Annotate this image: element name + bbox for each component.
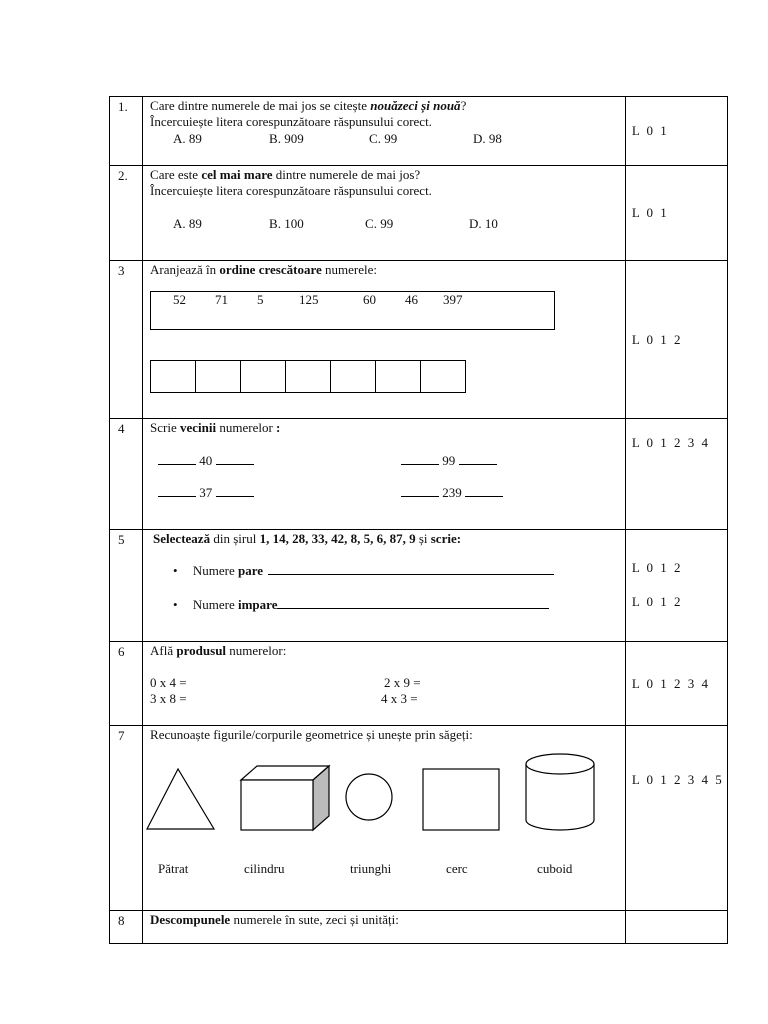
product-item: 4 x 3 =: [381, 691, 418, 706]
question-number: 6: [110, 642, 143, 726]
answer-box[interactable]: [375, 360, 421, 393]
question-number: 5: [110, 530, 143, 642]
score-impare: L 0 1 2: [631, 594, 683, 609]
label-cilindru: cilindru: [244, 861, 285, 876]
question-text: Descompunele numerele în sute, zeci și unități:: [150, 912, 399, 927]
instruction-text: Încercuiește litera corespunzătoare răspunsului corect.: [150, 183, 432, 198]
question-number: 4: [110, 419, 143, 530]
answer-line[interactable]: [401, 496, 439, 497]
question-row-6: [110, 642, 728, 726]
score-cell: L 0 1 2 3 4 5: [625, 726, 727, 911]
product-item: 0 x 4 =: [150, 675, 187, 690]
score-cell: [625, 530, 727, 642]
number-item: 397: [443, 292, 463, 307]
bullet-icon: •: [173, 597, 178, 612]
answer-line[interactable]: [459, 464, 497, 465]
question-row-1: [110, 97, 728, 166]
answer-line[interactable]: [158, 464, 196, 465]
question-number: 3: [110, 261, 143, 419]
option-d[interactable]: D. 10: [469, 216, 498, 231]
neighbors-item: 40: [158, 453, 254, 469]
label-triunghi: triunghi: [350, 861, 392, 876]
answer-line[interactable]: [158, 496, 196, 497]
score-cell: [625, 911, 727, 944]
number-item: 71: [215, 292, 229, 307]
question-row-3: [110, 261, 728, 419]
answer-boxes: [150, 360, 466, 393]
option-a[interactable]: A. 89: [173, 131, 202, 146]
question-row-5: [110, 530, 728, 642]
score-pare: L 0 1 2: [631, 560, 683, 575]
question-cell: [143, 166, 626, 261]
score-cell: L 0 1 2 3 4: [625, 642, 727, 726]
product-item: 2 x 9 =: [384, 675, 421, 690]
question-text: Află produsul numerelor:: [150, 643, 287, 658]
number-box: [150, 291, 555, 330]
question-text: Care este cel mai mare dintre numerele de mai jos?: [150, 167, 421, 182]
number-item: 125: [299, 292, 319, 307]
number-item: 60: [363, 292, 377, 307]
answer-box[interactable]: [150, 360, 196, 393]
instruction-text: Încercuiește litera corespunzătoare răspunsului corect.: [150, 114, 432, 129]
question-cell: [143, 97, 626, 166]
question-cell: [143, 419, 626, 530]
score-cell: L 0 1: [625, 97, 727, 166]
number-item: 52: [173, 292, 187, 307]
question-cell: [143, 261, 626, 419]
option-c[interactable]: C. 99: [365, 216, 394, 231]
question-cell: [143, 642, 626, 726]
neighbors-item: 99: [401, 453, 497, 469]
option-b[interactable]: B. 100: [269, 216, 304, 231]
number-item: 46: [405, 292, 419, 307]
number-item: 5: [257, 292, 264, 307]
score-cell: L 0 1: [625, 166, 727, 261]
triangle-shape: [147, 769, 214, 829]
bullet-item-pare: • Numere pare: [173, 563, 554, 579]
question-text: Selectează din șirul 1, 14, 28, 33, 42, 8, 5, 6, 87, 9 și scrie:: [153, 531, 462, 546]
answer-line[interactable]: [277, 608, 549, 609]
score-cell: L 0 1 2: [625, 261, 727, 419]
neighbors-item: 37: [158, 485, 254, 501]
question-cell: [143, 726, 626, 911]
bullet-icon: •: [173, 563, 178, 578]
question-number: 2.: [110, 166, 143, 261]
answer-box[interactable]: [240, 360, 286, 393]
question-cell: [143, 530, 626, 642]
square-shape: [423, 769, 499, 830]
question-text: Recunoaște figurile/corpurile geometrice și unește prin săgeți:: [150, 727, 473, 742]
circle-shape: [346, 774, 392, 820]
question-cell: [143, 911, 626, 944]
answer-line[interactable]: [268, 574, 554, 575]
answer-line[interactable]: [465, 496, 503, 497]
label-cuboid: cuboid: [537, 861, 573, 876]
question-text: Aranjează în ordine crescătoare numerele:: [150, 262, 377, 277]
label-cerc: cerc: [446, 861, 468, 876]
test-table: [109, 96, 728, 944]
label-patrat: Pătrat: [158, 861, 189, 876]
question-row-2: [110, 166, 728, 261]
question-text: Scrie vecinii numerelor :: [150, 420, 281, 435]
answer-box[interactable]: [330, 360, 376, 393]
answer-box[interactable]: [420, 360, 466, 393]
answer-line[interactable]: [216, 464, 254, 465]
score-cell: L 0 1 2 3 4: [625, 419, 727, 530]
cuboid-shape: [241, 766, 329, 830]
bullet-item-impare: • Numere impare: [173, 597, 549, 613]
neighbors-item: 239: [401, 485, 503, 501]
product-item: 3 x 8 =: [150, 691, 187, 706]
question-number: 7: [110, 726, 143, 911]
option-a[interactable]: A. 89: [173, 216, 202, 231]
answer-box[interactable]: [195, 360, 241, 393]
option-b[interactable]: B. 909: [269, 131, 304, 146]
answer-box[interactable]: [285, 360, 331, 393]
question-row-8: [110, 911, 728, 944]
question-row-7: [110, 726, 728, 911]
question-row-4: [110, 419, 728, 530]
cylinder-shape: [526, 754, 594, 830]
question-number: 8: [110, 911, 143, 944]
answer-line[interactable]: [401, 464, 439, 465]
shapes-drawing: [143, 726, 625, 911]
question-text: Care dintre numerele de mai jos se citește nouăzeci și nouă?: [150, 98, 467, 113]
question-number: 1.: [110, 97, 143, 166]
option-c[interactable]: C. 99: [369, 131, 398, 146]
answer-line[interactable]: [216, 496, 254, 497]
option-d[interactable]: D. 98: [473, 131, 502, 146]
